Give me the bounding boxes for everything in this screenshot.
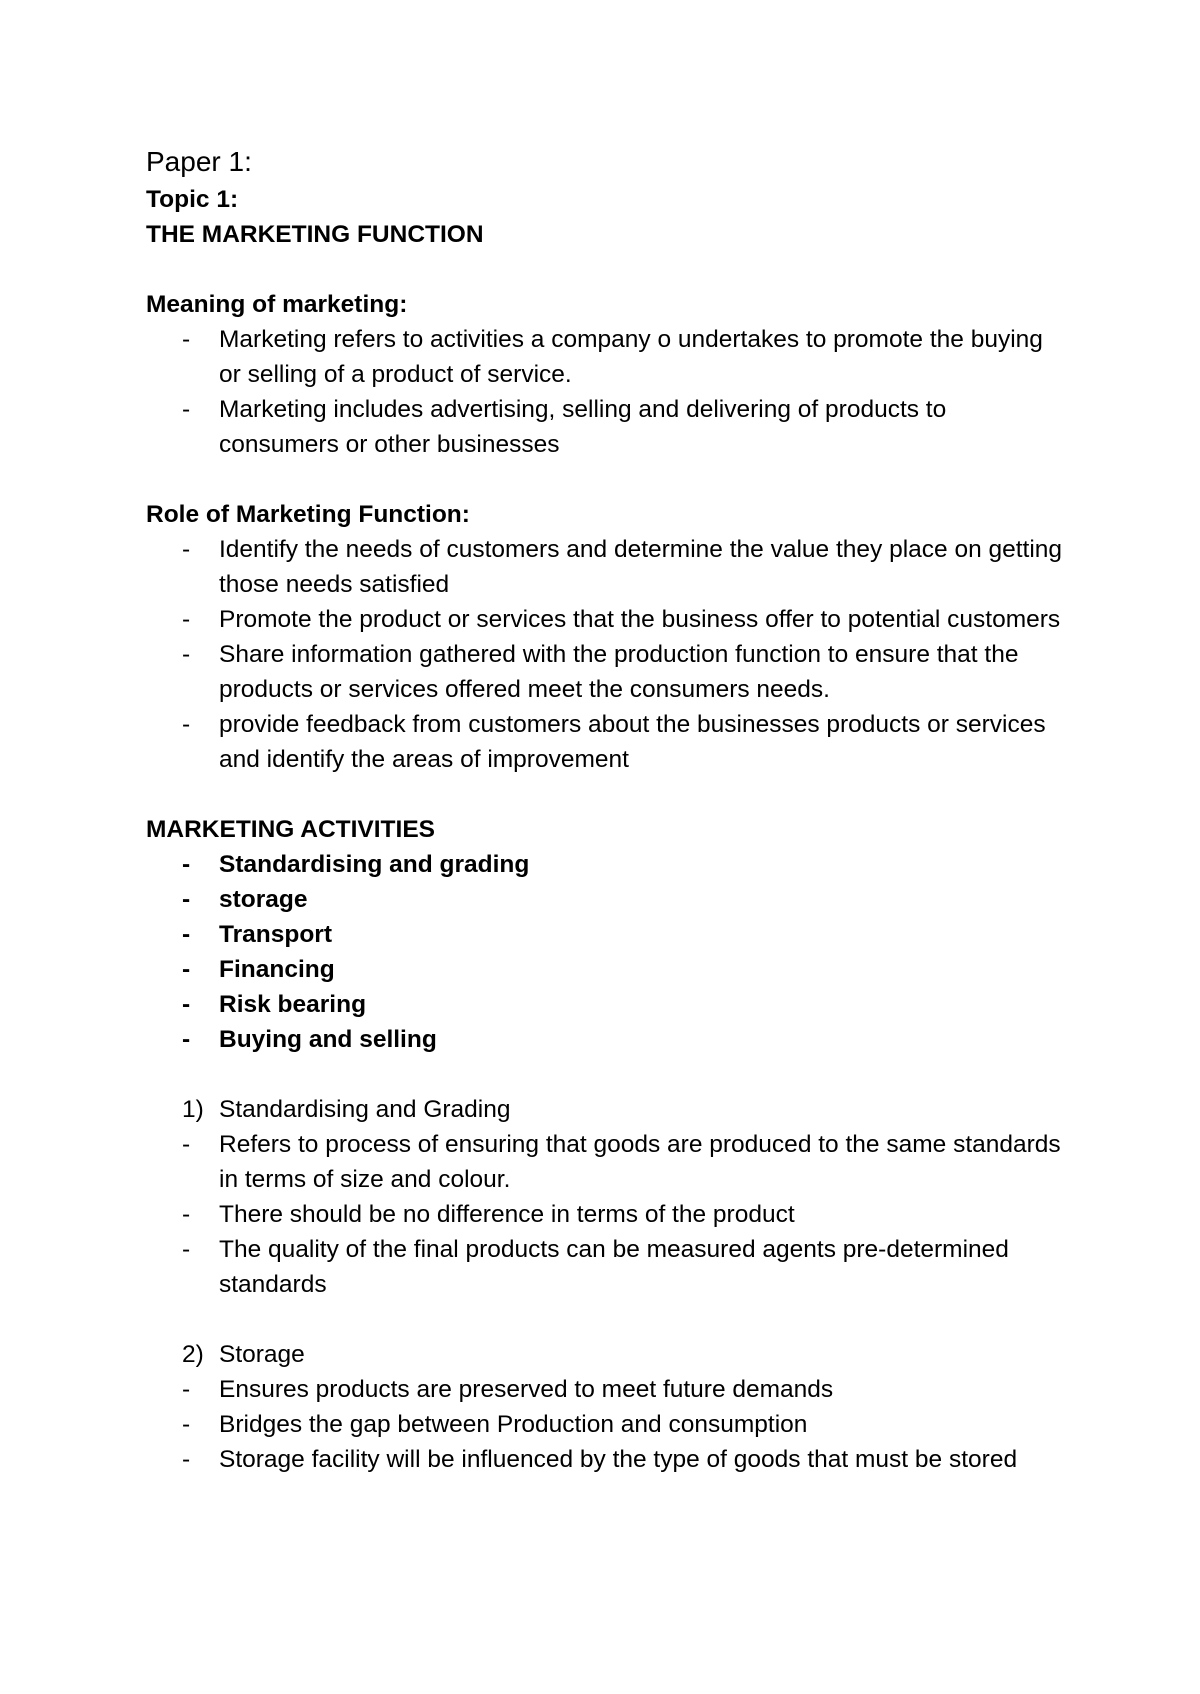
topic-label: Topic 1:	[146, 186, 239, 213]
list-item: - There should be no difference in terms of the product	[146, 1197, 1066, 1232]
list-item: - Ensures products are preserved to meet future demands	[146, 1372, 1066, 1407]
activities-list	[146, 847, 1066, 1057]
list-item: - The quality of the final products can be measured agents pre-determined standards	[146, 1232, 1066, 1302]
list-item: - Transport	[146, 917, 1066, 952]
meaning-list	[146, 322, 1066, 462]
section-number: 1)	[182, 1096, 204, 1123]
function-heading: THE MARKETING FUNCTION	[146, 221, 484, 248]
role-list	[146, 532, 1066, 777]
list-item: - Financing	[146, 952, 1066, 987]
list-item: - Marketing refers to activities a company o undertakes to promote the buying or selling of a product of service.	[146, 322, 1066, 392]
section-title: Storage	[219, 1341, 305, 1368]
activities-heading: MARKETING ACTIVITIES	[146, 816, 436, 843]
list-item: - Share information gathered with the production function to ensure that the products or services offered meet the consumers needs.	[146, 637, 1066, 707]
role-heading: Role of Marketing Function:	[146, 501, 470, 528]
storage-heading	[146, 1337, 1066, 1372]
list-item: - Marketing includes advertising, selling and delivering of products to consumers or other businesses	[146, 392, 1066, 462]
spacer	[146, 1057, 1066, 1092]
section-title: Standardising and Grading	[219, 1096, 511, 1123]
spacer	[146, 252, 1066, 287]
standardising-list	[146, 1127, 1066, 1302]
list-item: - Buying and selling	[146, 1022, 1066, 1057]
list-item: - Identify the needs of customers and determine the value they place on getting those needs satisfied	[146, 532, 1066, 602]
list-item: - Bridges the gap between Production and consumption	[146, 1407, 1066, 1442]
storage-list	[146, 1372, 1066, 1477]
list-item: - Risk bearing	[146, 987, 1066, 1022]
spacer	[146, 777, 1066, 812]
list-item: - Promote the product or services that the business offer to potential customers	[146, 602, 1066, 637]
list-item: - provide feedback from customers about the businesses products or services and identify the areas of improvement	[146, 707, 1066, 777]
list-item: - Refers to process of ensuring that goods are produced to the same standards in terms of size and colour.	[146, 1127, 1066, 1197]
standardising-heading	[146, 1092, 1066, 1127]
list-item: - storage	[146, 882, 1066, 917]
spacer	[146, 1302, 1066, 1337]
document-content	[146, 142, 1066, 1477]
list-item: - Standardising and grading	[146, 847, 1066, 882]
list-item: - Storage facility will be influenced by the type of goods that must be stored	[146, 1442, 1066, 1477]
paper-title: Paper 1:	[146, 146, 252, 177]
spacer	[146, 462, 1066, 497]
section-number: 2)	[182, 1341, 204, 1368]
meaning-heading: Meaning of marketing:	[146, 291, 408, 318]
